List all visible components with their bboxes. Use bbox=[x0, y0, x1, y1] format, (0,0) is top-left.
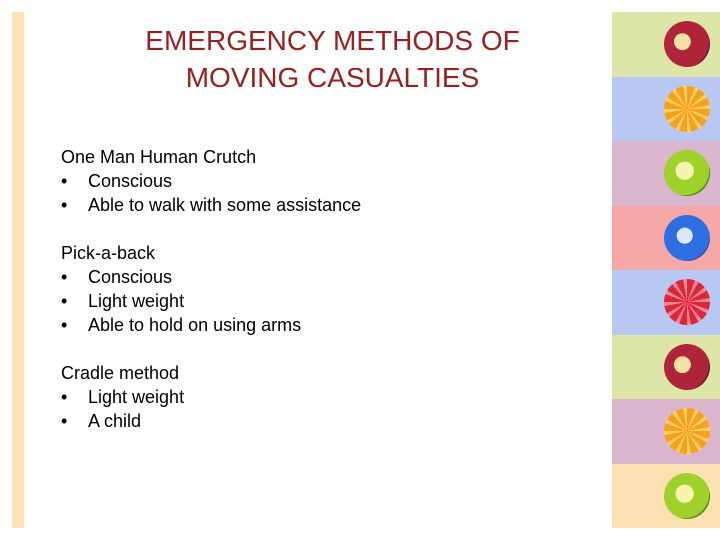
slide-content bbox=[61, 145, 581, 457]
decor-tile bbox=[612, 399, 720, 464]
apple-red-icon bbox=[664, 344, 710, 390]
decor-tile bbox=[612, 141, 720, 206]
title-line-1: EMERGENCY METHODS OF bbox=[145, 25, 520, 56]
apple-green-icon bbox=[664, 150, 710, 196]
decorative-fruit-strip bbox=[612, 12, 720, 528]
left-accent-bar bbox=[12, 12, 24, 528]
decor-tile bbox=[612, 12, 720, 77]
title-line-2: MOVING CASUALTIES bbox=[185, 62, 480, 93]
bullet-icon: • bbox=[61, 195, 68, 215]
bullet-item: • Light weight bbox=[61, 387, 185, 407]
section-heading: Cradle method bbox=[61, 363, 180, 383]
bullet-item: • Conscious bbox=[61, 171, 173, 191]
bullet-icon: • bbox=[61, 291, 68, 311]
orange-slice-icon bbox=[664, 86, 710, 132]
bullet-item: • A child bbox=[61, 411, 142, 431]
bullet-list bbox=[61, 265, 581, 337]
orange-slice-icon bbox=[664, 408, 710, 454]
bullet-icon: • bbox=[61, 387, 68, 407]
apple-blue-icon bbox=[664, 215, 710, 261]
decor-tile bbox=[612, 77, 720, 142]
bullet-item: • Able to hold on using arms bbox=[61, 315, 302, 335]
bullet-item: • Light weight bbox=[61, 291, 185, 311]
section-heading: One Man Human Crutch bbox=[61, 147, 257, 167]
bullet-icon: • bbox=[61, 171, 68, 191]
decor-tile bbox=[612, 270, 720, 335]
bullet-icon: • bbox=[61, 315, 68, 335]
bullet-icon: • bbox=[61, 267, 68, 287]
section-cradle-method bbox=[61, 361, 581, 433]
section-human-crutch bbox=[61, 145, 581, 217]
bullet-list bbox=[61, 169, 581, 217]
bullet-list bbox=[61, 385, 581, 433]
slide-title bbox=[100, 22, 565, 96]
section-pick-a-back bbox=[61, 241, 581, 337]
bullet-item: • Conscious bbox=[61, 267, 173, 287]
orange-red-slice-icon bbox=[664, 279, 710, 325]
section-heading: Pick-a-back bbox=[61, 243, 156, 263]
decor-tile bbox=[612, 464, 720, 529]
decor-tile bbox=[612, 206, 720, 271]
bullet-item: • Able to walk with some assistance bbox=[61, 195, 362, 215]
decor-tile bbox=[612, 335, 720, 400]
apple-red-icon bbox=[664, 21, 710, 67]
apple-green-icon bbox=[664, 473, 710, 519]
bullet-icon: • bbox=[61, 411, 68, 431]
